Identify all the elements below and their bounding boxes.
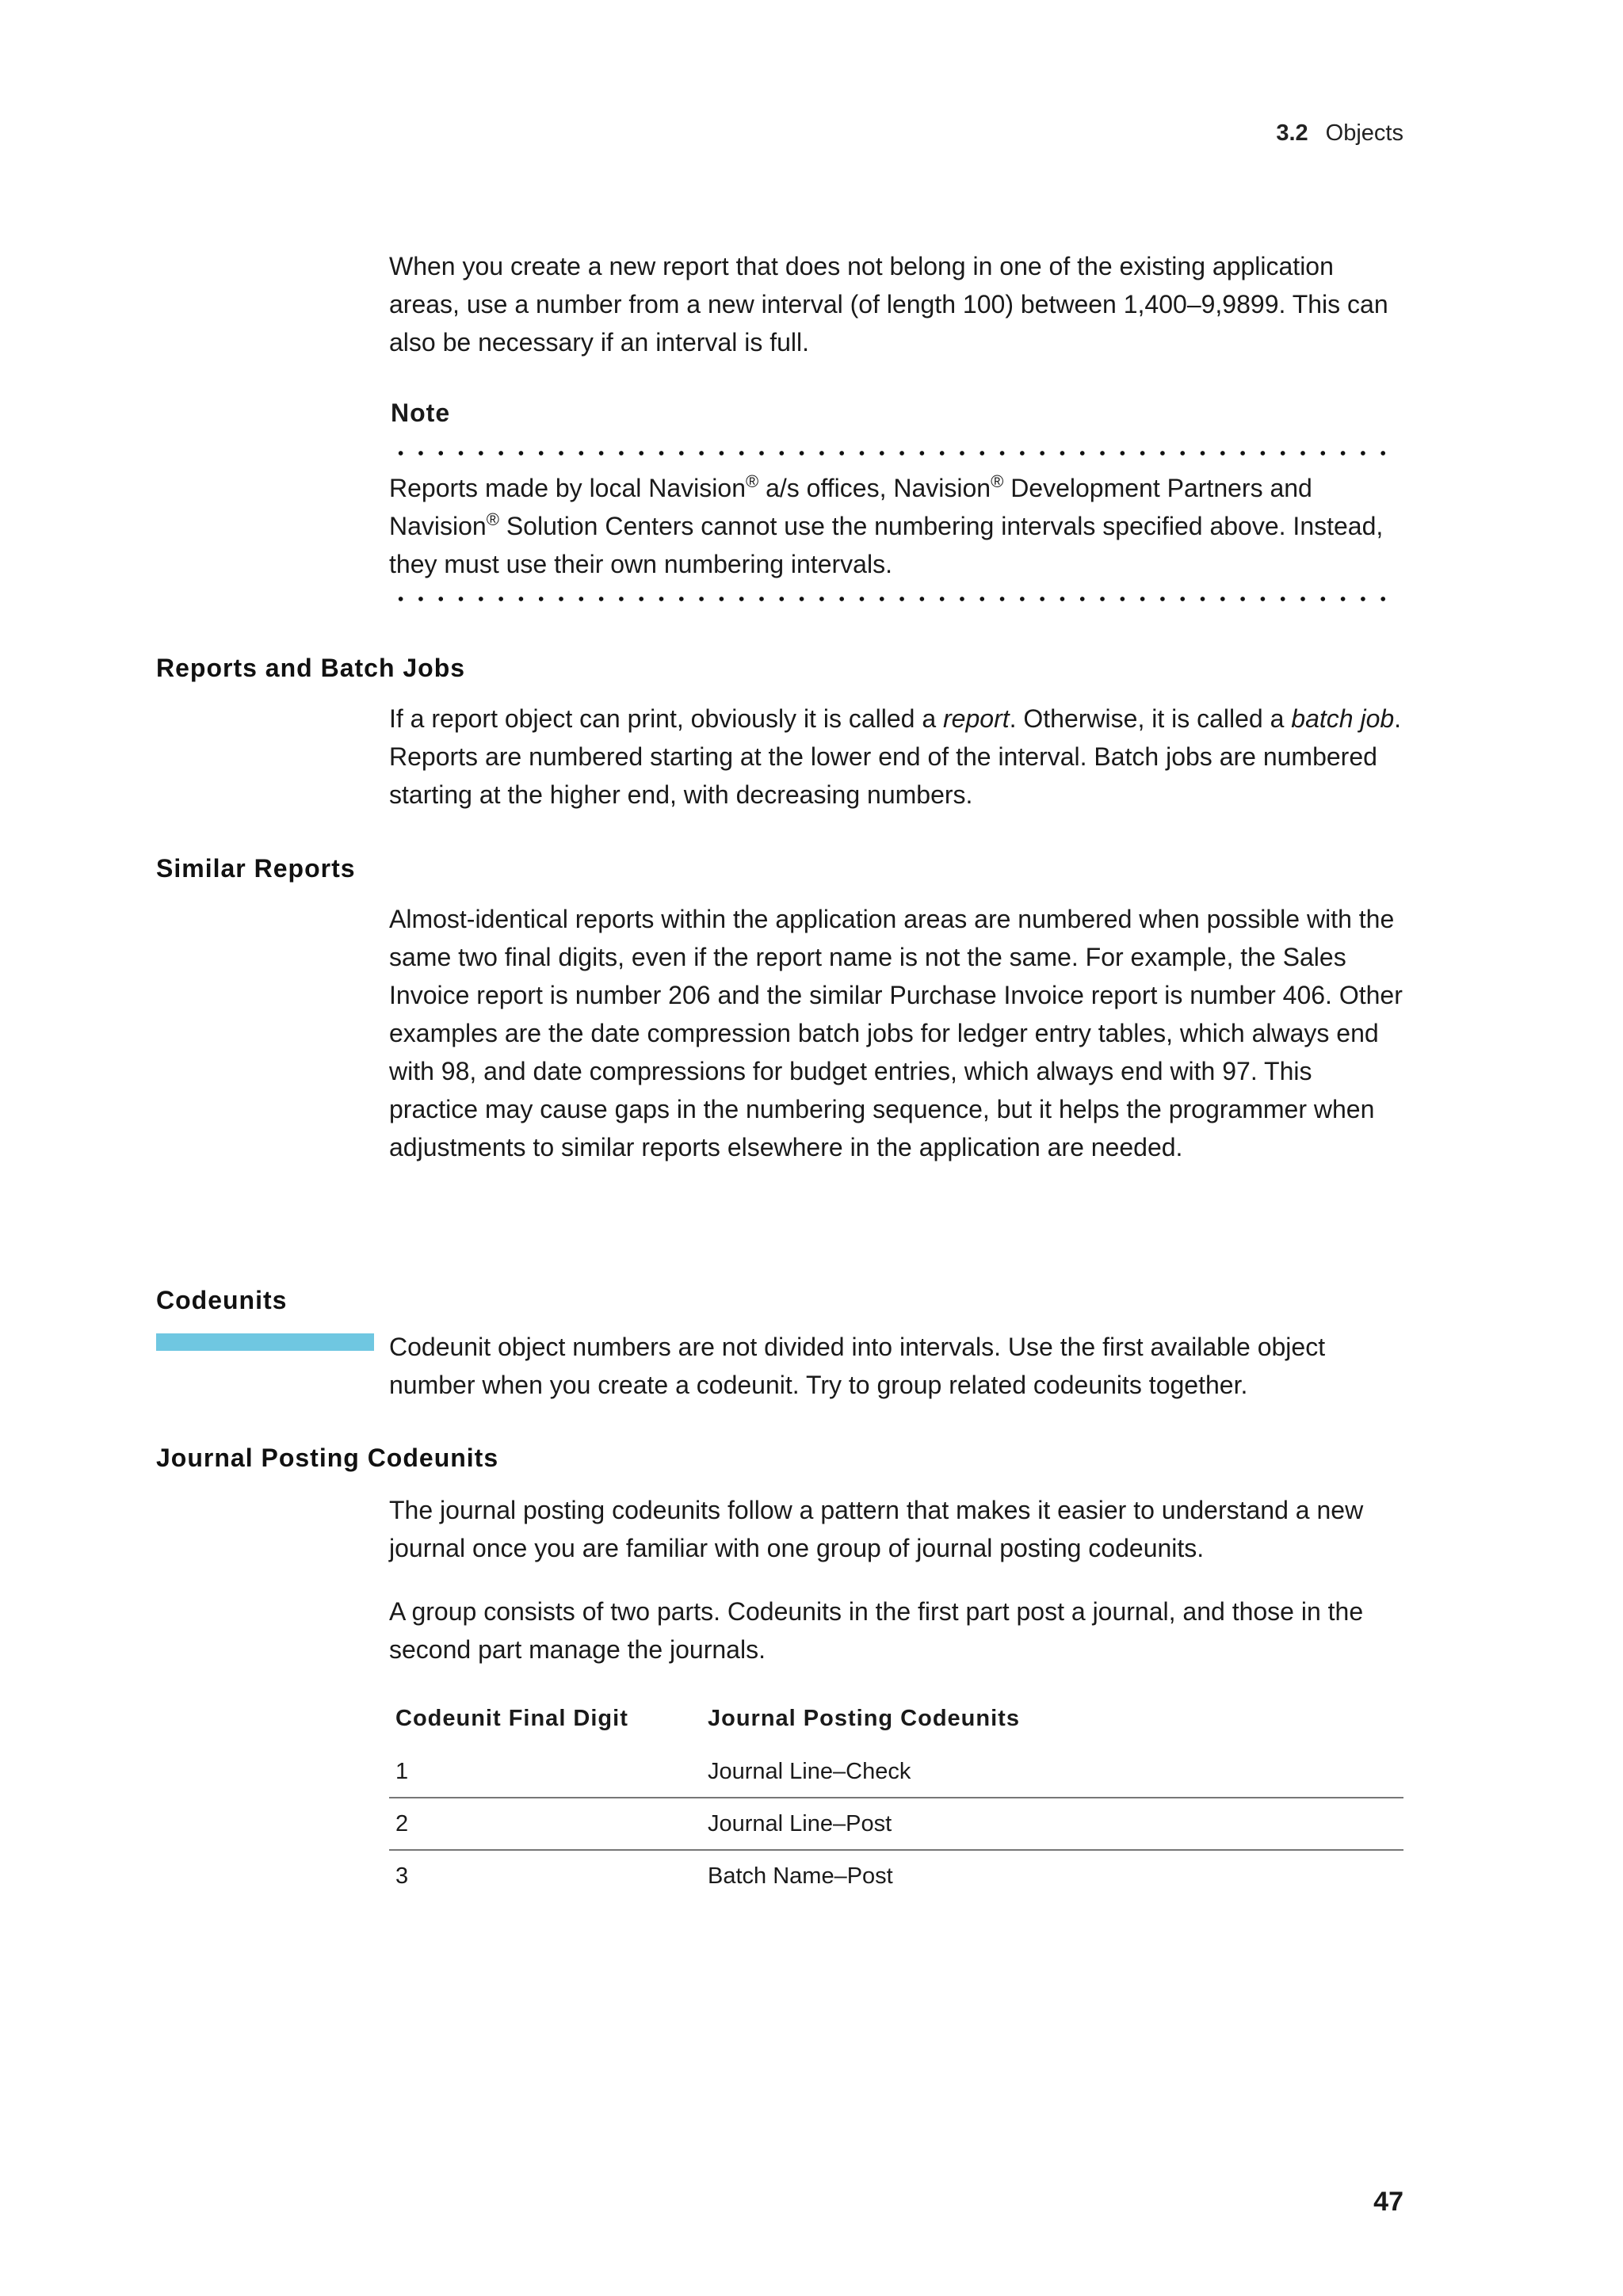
note-text-1: Reports made by local Navision [389, 474, 746, 502]
page-number: 47 [1373, 2187, 1403, 2217]
digit-cell: 3 [389, 1850, 701, 1901]
digit-cell: 1 [395, 1758, 409, 1784]
note-text-4: Solution Centers cannot use the numbering intervals specified above. Instead, they must use their own numbering intervals. [389, 512, 1384, 578]
running-header [1276, 120, 1403, 147]
similar-reports-paragraph: Almost-identical reports within the application areas are numbered when possible with the same two final digits, even if the report name is not the same. For example, the Sales Invoice report is number 206 and the similar Purchase Invoice report is number 406. Other examples are the date compression batch jobs for ledger entry tables, which always end with 98, and date compressions for budget entries, which always end with 97. This practice may cause gaps in the numbering sequence, but it helps the programmer when adjustments to similar reports elsewhere in the application are needed. [389, 905, 1403, 1161]
codeunits-paragraph: Codeunit object numbers are not divided into intervals. Use the first available object number when you create a codeunit. Try to group related codeunits together. [389, 1333, 1326, 1399]
term-batch-job: batch job [1291, 704, 1395, 733]
heading-reports-batch-jobs: Reports and Batch Jobs [156, 654, 466, 682]
codeunit-digits-table [389, 1695, 1403, 1901]
digit-cell: 2 [389, 1798, 701, 1850]
note-text-2: a/s offices, Navision [758, 474, 991, 502]
note-title: Note [391, 399, 451, 427]
heading-similar-reports: Similar Reports [156, 854, 356, 883]
codeunit-name-cell: Batch Name–Post [701, 1850, 1403, 1901]
codeunit-name-cell: Journal Line–Check [708, 1758, 911, 1784]
column-header-final-digit: Codeunit Final Digit [395, 1705, 628, 1731]
term-report: report [943, 704, 1010, 733]
registered-mark: ® [486, 509, 499, 529]
codeunit-name-cell: Journal Line–Post [701, 1798, 1403, 1850]
section-title: Objects [1325, 120, 1403, 146]
table-row [389, 1746, 1403, 1798]
note-text-3: Development Partners and Navision [389, 474, 1312, 540]
heading-journal-posting-codeunits: Journal Posting Codeunits [156, 1444, 499, 1472]
note-bottom-dotted-rule [391, 597, 1394, 601]
note-top-dotted-rule [391, 451, 1394, 456]
journal-posting-paragraph-2: A group consists of two parts. Codeunits in the first part post a journal, and those in the second part manage the journals. [389, 1597, 1364, 1664]
journal-posting-paragraph-1: The journal posting codeunits follow a pattern that makes it easier to understand a new journal once you are familiar with one group of journal posting codeunits. [389, 1496, 1364, 1562]
section-number: 3.2 [1276, 120, 1308, 146]
intro-paragraph: When you create a new report that does not belong in one of the existing application areas, use a number from a new interval (of length 100) between 1,400–9,9899. This can also be necessary if an interval is full. [389, 252, 1388, 357]
table-row [389, 1798, 1403, 1850]
text: . Otherwise, it is called a [1009, 704, 1292, 733]
column-header-journal-posting-codeunits: Journal Posting Codeunits [708, 1705, 1020, 1731]
section-accent-bar [156, 1333, 374, 1351]
text: . Reports are numbered starting at the lower end of the interval. Batch jobs are numbered starting at the higher end, with decreasing numbers. [389, 704, 1402, 809]
registered-mark: ® [991, 471, 1004, 491]
text: If a report object can print, obviously it is called a [389, 704, 944, 733]
reports-batch-jobs-paragraph [389, 700, 1403, 814]
table-header-row [389, 1695, 1403, 1746]
heading-codeunits: Codeunits [156, 1286, 288, 1314]
note-paragraph [389, 469, 1403, 583]
registered-mark: ® [745, 471, 759, 491]
table-row [389, 1850, 1403, 1901]
